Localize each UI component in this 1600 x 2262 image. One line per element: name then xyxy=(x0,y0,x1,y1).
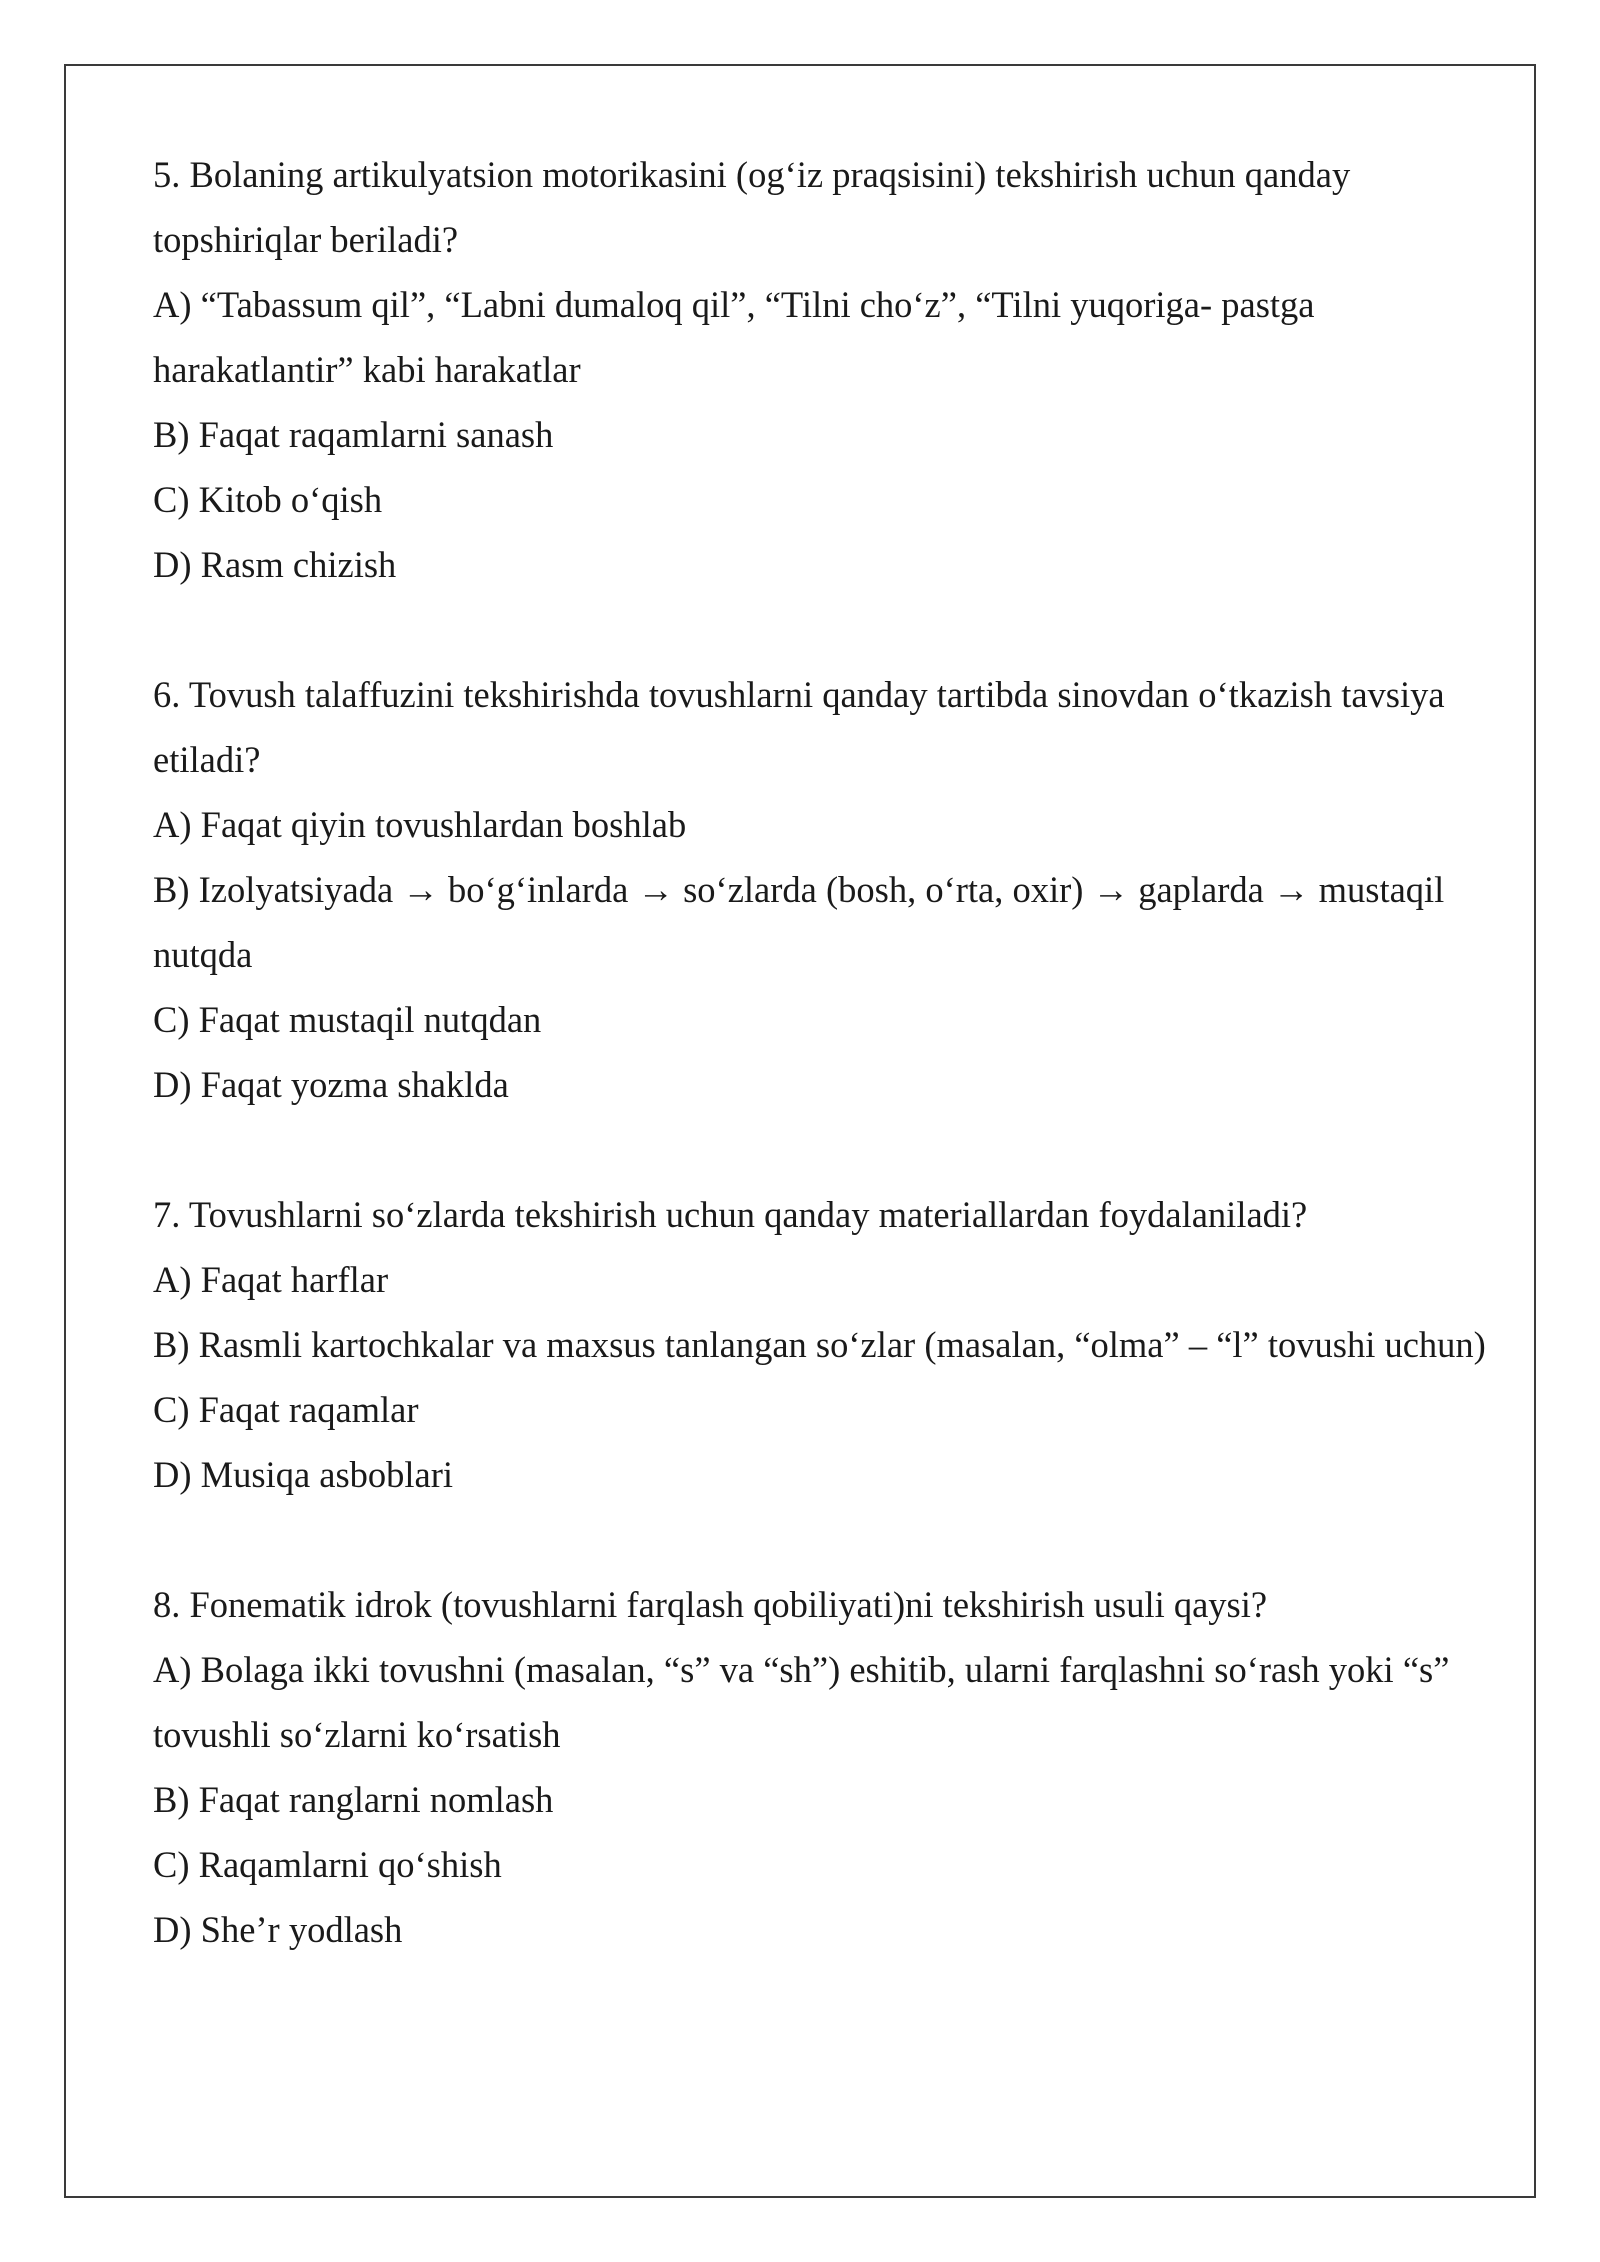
answer-option-d: D) She’r yodlash xyxy=(153,1909,403,1950)
answer-option-c: C) Faqat mustaqil nutqdan xyxy=(153,999,542,1040)
answer-option-b: B) Izolyatsiyada → bo‘g‘inlarda → so‘zlarda (bosh, o‘rta, oxir) → gaplarda → mustaqil nutqda xyxy=(153,869,1445,975)
answer-option-d: D) Faqat yozma shaklda xyxy=(153,1064,509,1105)
answer-option-d: D) Musiqa asboblari xyxy=(153,1454,454,1495)
question-text: 7. Tovushlarni so‘zlarda tekshirish uchun qanday materiallardan foydalaniladi? xyxy=(153,1194,1308,1235)
question-text: 6. Tovush talaffuzini tekshirishda tovushlarni qanday tartibda sinovdan o‘tkazish tavsiya etiladi? xyxy=(153,674,1445,780)
answer-option-b: B) Faqat ranglarni nomlash xyxy=(153,1779,554,1820)
answer-option-b: B) Faqat raqamlarni sanash xyxy=(153,414,554,455)
answer-option-c: C) Kitob o‘qish xyxy=(153,479,383,520)
answer-option-a: A) Faqat harflar xyxy=(153,1259,389,1300)
answer-option-c: C) Raqamlarni qo‘shish xyxy=(153,1844,502,1885)
document-body xyxy=(153,142,1493,2027)
answer-option-a: A) Bolaga ikki tovushni (masalan, “s” va “sh”) eshitib, ularni farqlashni so‘rash yoki “s” tovushli so‘zlarni ko‘rsatish xyxy=(153,1649,1450,1755)
answer-option-a: A) Faqat qiyin tovushlardan boshlab xyxy=(153,804,687,845)
answer-option-b: B) Rasmli kartochkalar va maxsus tanlangan so‘zlar (masalan, “olma” – “l” tovushi uchun) xyxy=(153,1324,1486,1365)
question-5 xyxy=(153,142,1493,597)
question-6 xyxy=(153,662,1493,1117)
question-7 xyxy=(153,1182,1493,1507)
question-text: 8. Fonematik idrok (tovushlarni farqlash qobiliyati)ni tekshirish usuli qaysi? xyxy=(153,1584,1268,1625)
answer-option-c: C) Faqat raqamlar xyxy=(153,1389,419,1430)
question-8 xyxy=(153,1572,1493,1962)
answer-option-d: D) Rasm chizish xyxy=(153,544,397,585)
question-text: 5. Bolaning artikulyatsion motorikasini (og‘iz praqsisini) tekshirish uchun qanday topshiriqlar beriladi? xyxy=(153,154,1351,260)
answer-option-a: A) “Tabassum qil”, “Labni dumaloq qil”, “Tilni cho‘z”, “Tilni yuqoriga- pastga harakatlantir” kabi harakatlar xyxy=(153,284,1315,390)
